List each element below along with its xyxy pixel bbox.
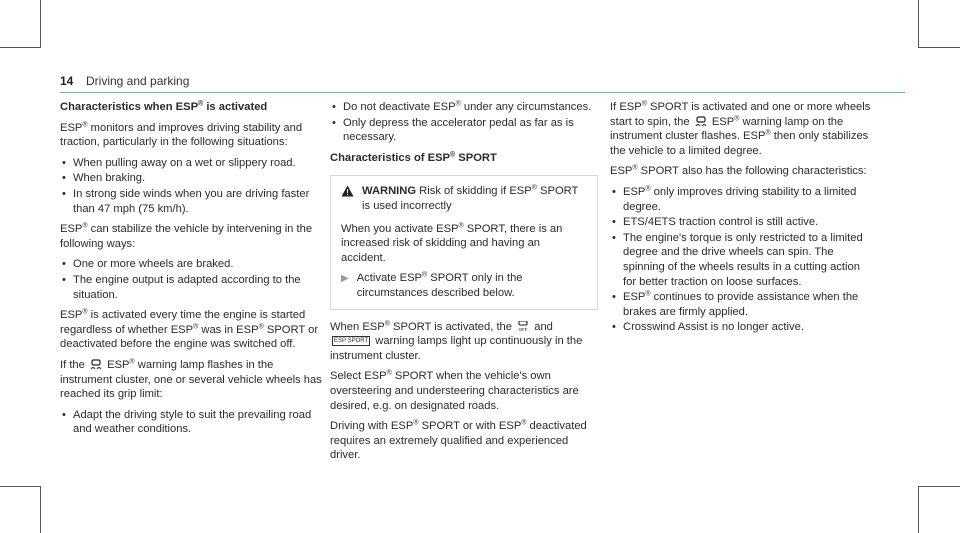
warning-triangle-icon [341,185,354,197]
action-arrow-icon: ▶ [341,273,349,285]
warning-step [341,271,587,300]
crop-mark-br-h [918,486,960,487]
list-item: • Crosswind Assist is no longer active. [610,320,872,335]
warning-step-text: Activate ESP® SPORT only in the circumstances described below. [356,271,523,299]
warning-header [341,184,587,213]
esp-off-car-icon [517,321,529,332]
crop-mark-br-v [918,486,919,533]
crop-mark-bl-h [0,486,40,487]
list-item: • ESP® continues to provide assistance when the brakes are firmly applied. [610,290,872,319]
heading-esp-sport: Characteristics of ESP® SPORT [330,151,497,164]
crop-mark-tr-h [918,47,960,48]
list-item: • Only depress the accelerator pedal as far as is necessary. [330,116,598,145]
column-3 [610,100,872,341]
list-item: • ETS/4ETS traction control is still active. [610,215,872,230]
svg-text:OFF: OFF [518,326,528,332]
heading-esp-activated: Characteristics when ESP® is activated [60,100,268,113]
skidding-car-icon [695,116,707,127]
warning-body: When you activate ESP® SPORT, there is an increased risk of skidding and having an accident. [341,221,563,264]
skidding-car-icon [90,359,102,370]
paragraph: Driving with ESP® SPORT or with ESP® deactivated requires an extremely qualified and experienced driver. [330,419,587,462]
esp-sport-icon: ESP SPORT [334,338,369,345]
list-item: • When pulling away on a wet or slippery road. [60,156,324,171]
list-item: • In strong side winds when you are driving faster than 47 mph (75 km/h). [60,187,324,216]
list-item: • Do not deactivate ESP® under any circumstances. [330,100,598,115]
section-title: Driving and parking [86,74,190,88]
bullet-list [60,257,324,302]
list-item: • The engine's torque is only restricted to a limited degree and the drive wheels can spin. The spinning of the wheels results in a cutting action for better traction on loose surfaces. [610,231,872,289]
paragraph: ESP® is activated every time the engine is started regardless of whether ESP® was in ESP® SPORT or deactivated before the engine was switched off. [60,308,319,351]
list-item: • ESP® only improves driving stability to a limited degree. [610,185,872,214]
paragraph: ESP® SPORT also has the following characteristics: [610,164,867,178]
page-number: 14 [60,74,74,88]
bullet-list [60,408,324,437]
header-rule [60,92,905,93]
paragraph: If the ESP® warning lamp flashes in the instrument cluster, one or several vehicle wheels has reached its grip limit: [60,358,322,401]
paragraph: Select ESP® SPORT when the vehicle's own oversteering and understeering characteristics are desired, e.g. on designated roads. [330,369,579,412]
bullet-list [60,156,324,216]
warning-box [330,175,598,309]
paragraph: ESP® monitors and improves driving stability and traction, particularly in the following situations: [60,120,303,149]
column-1 [60,100,324,443]
warning-title: WARNING Risk of skidding if ESP® SPORT is used incorrectly [362,184,579,212]
paragraph: When ESP® SPORT is activated, the OFF and ESP SPORT warning lamps light up continuously in the instrument cluster. [330,319,583,362]
bullet-list [330,100,598,145]
list-item: • When braking. [60,171,324,186]
crop-mark-tl-v [40,0,41,48]
crop-mark-tr-v [918,0,919,48]
list-item: • One or more wheels are braked. [60,257,324,272]
paragraph: ESP® can stabilize the vehicle by intervening in the following ways: [60,222,313,250]
paragraph: If ESP® SPORT is activated and one or more wheels start to spin, the ESP® warning lamp on the instrument cluster flashes. ESP® then only stabilizes the vehicle to a limited degree. [610,100,871,157]
bullet-list [610,185,872,335]
list-item: • The engine output is adapted according to the situation. [60,273,324,302]
crop-mark-bl-v [40,486,41,533]
list-item: • Adapt the driving style to suit the prevailing road and weather conditions. [60,408,324,437]
column-2 [330,100,598,469]
crop-mark-tl-h [0,47,40,48]
